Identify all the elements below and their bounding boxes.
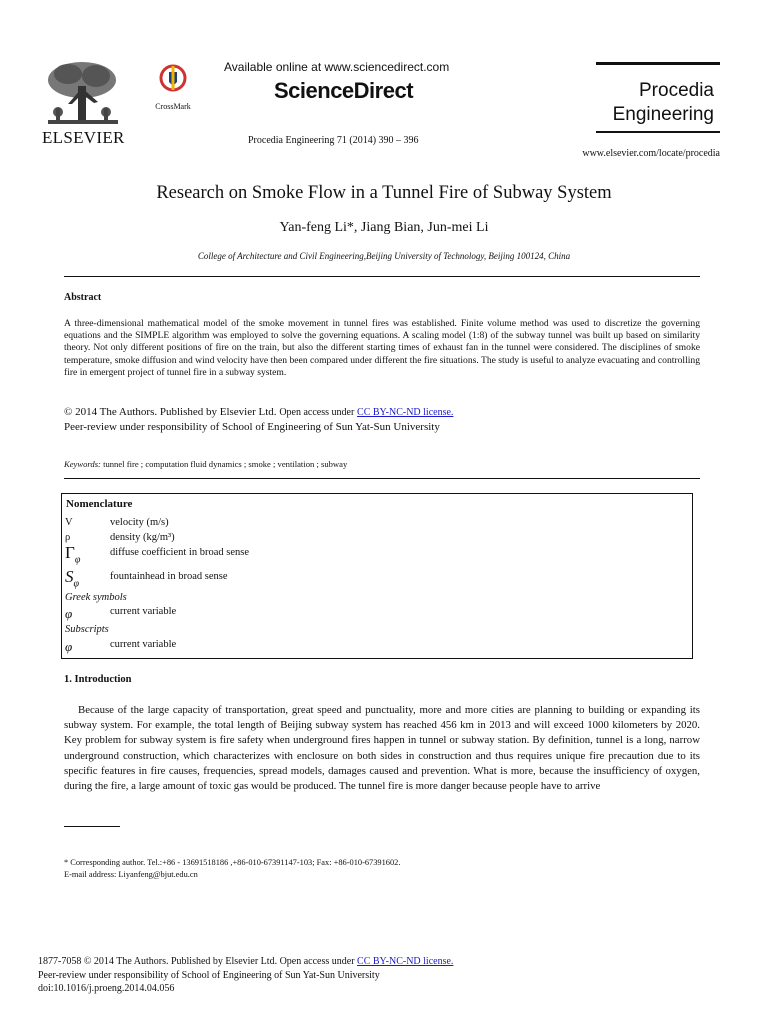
nomenclature-symbol bbox=[65, 567, 79, 589]
doi[interactable]: doi:10.1016/j.proeng.2014.04.056 bbox=[38, 983, 175, 994]
abstract-body: A three-dimensional mathematical model of the smoke movement in tunnel fires was established. Finite volume method was used to discretize the governing equations and the SIMPLE algorithm was employed to solve the governing equations. A scaling model (1:8) of the subway tunnel was built up based on similarity theory. Not only different positions of fire on the train, but also the different starting times of exhaust fan in the tunnel were considered. The disciplines of smoke temperature, smoke diffusion and wind velocity have then been compared under different the fire situations. The study is useful to analyze evacuating and controlling fire in emergent project of tunnel fire in a subway system. bbox=[64, 318, 700, 378]
journal-logo bbox=[596, 62, 720, 133]
introduction-paragraph: Because of the large capacity of transportation, great speed and punctuality, more and more cities are planning to building or expanding its subway system. For example, the total length of Beijing subway system has reached 456 km in 2013 and will exceed 1000 kilometers by 2020. Key problem for subway system is fire safety when underground fires happen in tunnel or subway station. By definition, tunnel is a long, narrow underground construction, which characterizes with enclosure on both sides in construction and thus requires unique fire precaution due to its specific features in fire causes, frequencies, spread models, damages caused and prevention. What is more, because the insufficiency of oxygen, during the fire, a large amount of toxic gas would be produced. The tunnel fire is more danger because people have to arrive bbox=[64, 704, 700, 793]
footnote-rule bbox=[64, 826, 120, 827]
divider bbox=[64, 276, 700, 277]
nomenclature-symbol: φ bbox=[65, 606, 73, 621]
journal-citation: Procedia Engineering 71 (2014) 390 – 396 bbox=[248, 135, 419, 146]
introduction-body bbox=[64, 703, 700, 794]
corresponding-author: * Corresponding author. Tel.:+86 - 13691518186 ,+86-010-67391147-103; Fax: +86-010-67391602. bbox=[64, 858, 401, 867]
keywords-label: Keywords: bbox=[64, 459, 101, 469]
crossmark-label: CrossMark bbox=[155, 102, 191, 111]
peer-review-text: Peer-review under responsibility of School of Engineering of Sun Yat-Sun University bbox=[64, 421, 440, 433]
nomenclature-symbol: ρ bbox=[65, 532, 71, 543]
page-footer bbox=[38, 955, 453, 996]
journal-name bbox=[596, 65, 720, 127]
nomenclature-symbol-text: Γ bbox=[65, 543, 75, 562]
nomenclature-definition: diffuse coefficient in broad sense bbox=[110, 547, 249, 558]
nomenclature-definition: velocity (m/s) bbox=[110, 517, 169, 528]
nomenclature-definition: current variable bbox=[110, 639, 177, 650]
keywords-values: tunnel fire ; computation fluid dynamics ; smoke ; ventilation ; subway bbox=[103, 459, 348, 469]
nomenclature-definition: fountainhead in broad sense bbox=[110, 571, 228, 582]
crossmark-icon bbox=[159, 64, 187, 96]
copyright-line bbox=[64, 406, 453, 418]
issn-text: 1877-7058 © 2014 The Authors. Published by Elsevier Ltd. bbox=[38, 956, 278, 967]
nomenclature-box bbox=[61, 493, 693, 659]
author-email: E-mail address: Liyanfeng@bjut.edu.cn bbox=[64, 870, 198, 879]
copyright-text: © 2014 The Authors. Published by Elsevier Ltd. bbox=[64, 406, 277, 418]
issn-line bbox=[38, 955, 453, 969]
subscripts-heading: Subscripts bbox=[65, 624, 109, 635]
license-link[interactable]: CC BY-NC-ND license. bbox=[357, 407, 454, 418]
open-access-text: Open access under bbox=[279, 407, 355, 418]
article-authors: Yan-feng Li*, Jiang Bian, Jun-mei Li bbox=[279, 220, 489, 235]
nomenclature-title: Nomenclature bbox=[66, 498, 133, 510]
journal-name-line2: Engineering bbox=[612, 104, 714, 125]
nomenclature-definition: current variable bbox=[110, 606, 177, 617]
nomenclature-symbol: V bbox=[65, 517, 73, 528]
footer-peer-review: Peer-review under responsibility of School of Engineering of Sun Yat-Sun University bbox=[38, 969, 380, 981]
crossmark-badge[interactable] bbox=[150, 64, 196, 114]
keywords bbox=[64, 459, 347, 469]
journal-url[interactable]: www.elsevier.com/locate/procedia bbox=[582, 148, 720, 159]
footer-open-access-text: Open access under bbox=[279, 956, 355, 967]
nomenclature-definition: density (kg/m³) bbox=[110, 532, 175, 543]
sciencedirect-brand: ScienceDirect bbox=[274, 78, 414, 103]
article-title: Research on Smoke Flow in a Tunnel Fire of Subway System bbox=[156, 183, 612, 203]
journal-rule-bottom bbox=[596, 131, 720, 133]
abstract-heading: Abstract bbox=[64, 292, 102, 303]
footer-license-link[interactable]: CC BY-NC-ND license. bbox=[357, 956, 454, 967]
subscript-phi: φ bbox=[73, 578, 80, 590]
nomenclature-symbol bbox=[65, 543, 80, 565]
available-online-text: Available online at www.sciencedirect.com bbox=[224, 60, 450, 74]
section-heading-introduction: 1. Introduction bbox=[64, 674, 132, 685]
greek-symbols-heading: Greek symbols bbox=[65, 592, 127, 603]
footnote bbox=[64, 857, 400, 881]
nomenclature-symbol: φ bbox=[65, 639, 73, 654]
journal-name-line1: Procedia bbox=[639, 80, 714, 101]
publisher-name: ELSEVIER bbox=[42, 128, 125, 147]
article-affiliation: College of Architecture and Civil Engineering,Beijing University of Technology, Beijing 100124, China bbox=[197, 251, 571, 261]
divider bbox=[64, 478, 700, 479]
nomenclature-symbol-text: S bbox=[65, 567, 74, 586]
subscript-phi: φ bbox=[74, 554, 81, 566]
